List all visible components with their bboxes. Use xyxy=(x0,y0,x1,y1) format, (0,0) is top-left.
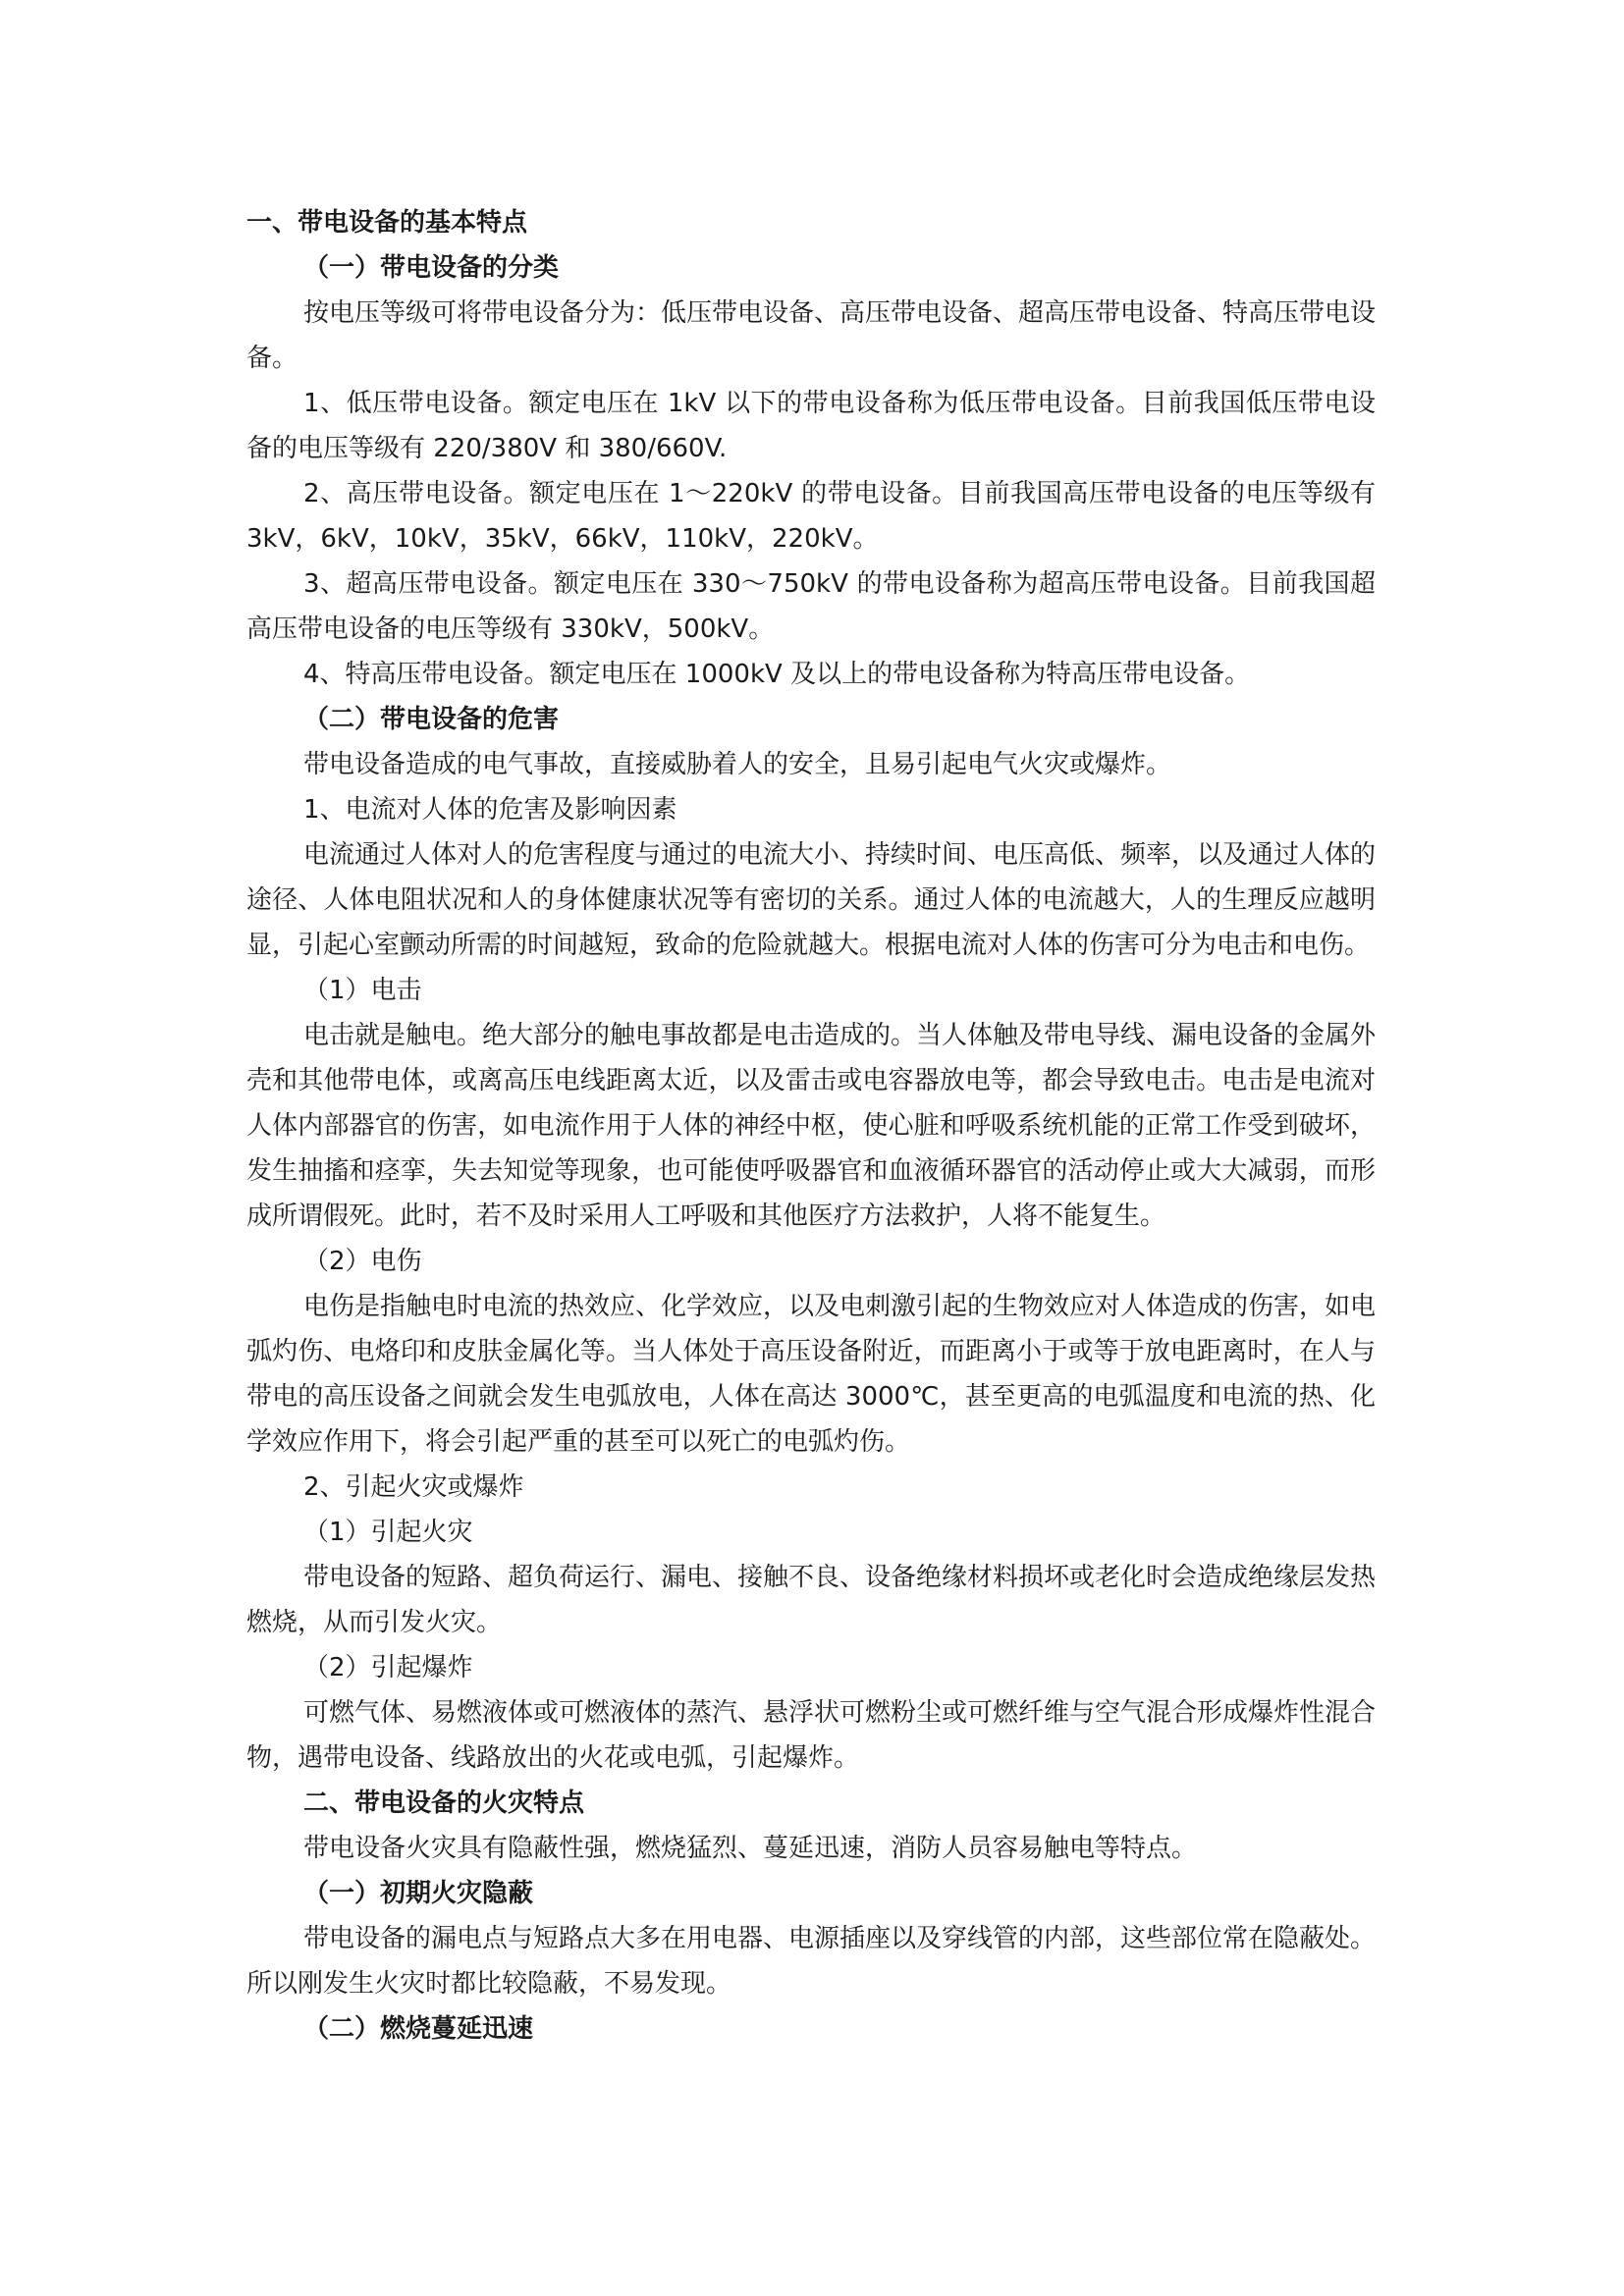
item-heading-current-effects: 1、电流对人体的危害及影响因素 xyxy=(303,795,677,825)
paragraph-low-voltage: 1、低压带电设备。额定电压在 1kV 以下的带电设备称为低压带电设备。目前我国低压带电设备的电压等级有 220/380V 和 380/660V. xyxy=(246,389,1376,463)
subsection-heading-1-1: （一）带电设备的分类 xyxy=(303,253,560,283)
section-heading-2: 二、带电设备的火灾特点 xyxy=(303,1789,585,1818)
paragraph-hidden-fire: 带电设备的漏电点与短路点大多在用电器、电源插座以及穿线管的内部，这些部位常在隐蔽处。所以刚发生火灾时都比较隐蔽，不易发现。 xyxy=(246,1924,1377,1999)
paragraph-ultra-high-voltage: 4、特高压带电设备。额定电压在 1000kV 及以上的带电设备称为特高压带电设备。 xyxy=(303,660,1251,689)
paragraph-high-voltage: 2、高压带电设备。额定电压在 1～220kV 的带电设备。目前我国高压带电设备的电压等级有 3kV，6kV，10kV，35kV，66kV，110kV，220kV。 xyxy=(246,479,1376,554)
paragraph-current-effects: 电流通过人体对人的危害程度与通过的电流大小、持续时间、电压高低、频率，以及通过人体的途径、人体电阻状况和人的身体健康状况等有密切的关系。通过人体的电流越大，人的生理反应越明显，引起心室颤动所需的时间越短，致命的危险就越大。根据电流对人体的伤害可分为电击和电伤。 xyxy=(246,840,1377,960)
paragraph-extra-high-voltage: 3、超高压带电设备。额定电压在 330～750kV 的带电设备称为超高压带电设备。目前我国超高压带电设备的电压等级有 330kV，500kV。 xyxy=(246,569,1376,644)
item-heading-cause-explosion: （2）引起爆炸 xyxy=(303,1653,473,1682)
subsection-heading-2-2: （二）燃烧蔓延迅速 xyxy=(303,2014,534,2044)
paragraph-fire-features: 带电设备火灾具有隐蔽性强，燃烧猛烈、蔓延迅速，消防人员容易触电等特点。 xyxy=(303,1834,1198,1863)
subsection-heading-2-1: （一）初期火灾隐蔽 xyxy=(303,1879,534,1908)
paragraph-cause-explosion: 可燃气体、易燃液体或可燃液体的蒸汽、悬浮状可燃粉尘或可燃纤维与空气混合形成爆炸性混合物，遇带电设备、线路放出的火花或电弧，引起爆炸。 xyxy=(246,1698,1377,1773)
paragraph-electric-injury: 电伤是指触电时电流的热效应、化学效应，以及电刺激引起的生物效应对人体造成的伤害，如电弧灼伤、电烙印和皮肤金属化等。当人体处于高压设备附近，而距离小于或等于放电距离时，在人与带电的高压设备之间就会发生电弧放电，人体在高达 3000℃，甚至更高的电弧温度和电流的热、化学效应作用下，将会引起严重的甚至可以死亡的电弧灼伤。 xyxy=(246,1292,1377,1457)
paragraph-cause-fire: 带电设备的短路、超负荷运行、漏电、接触不良、设备绝缘材料损坏或老化时会造成绝缘层发热燃烧，从而引发火灾。 xyxy=(246,1563,1377,1637)
section-heading-1: 一、带电设备的基本特点 xyxy=(246,208,528,238)
item-heading-electric-injury: （2）电伤 xyxy=(303,1247,422,1276)
subsection-heading-1-2: （二）带电设备的危害 xyxy=(303,705,560,734)
item-heading-fire-explosion: 2、引起火灾或爆炸 xyxy=(303,1472,524,1502)
paragraph-voltage-classes: 按电压等级可将带电设备分为：低压带电设备、高压带电设备、超高压带电设备、特高压带电设备。 xyxy=(246,298,1377,373)
paragraph-electric-shock: 电击就是触电。绝大部分的触电事故都是电击造成的。当人体触及带电导线、漏电设备的金属外壳和其他带电体，或离高压电线距离太近，以及雷击或电容器放电等，都会导致电击。电击是电流对人体内部器官的伤害，如电流作用于人体的神经中枢，使心脏和呼吸系统机能的正常工作受到破坏，发生抽搐和痉挛，失去知觉等现象，也可能使呼吸器官和血液循环器官的活动停止或大大减弱，而形成所谓假死。此时，若不及时采用人工呼吸和其他医疗方法救护，人将不能复生。 xyxy=(246,1021,1377,1231)
paragraph-hazards-intro: 带电设备造成的电气事故，直接威胁着人的安全，且易引起电气火灾或爆炸。 xyxy=(303,750,1172,779)
item-heading-electric-shock: （1）电击 xyxy=(303,976,422,1005)
item-heading-cause-fire: （1）引起火灾 xyxy=(303,1518,473,1547)
document-body xyxy=(246,200,1376,2052)
